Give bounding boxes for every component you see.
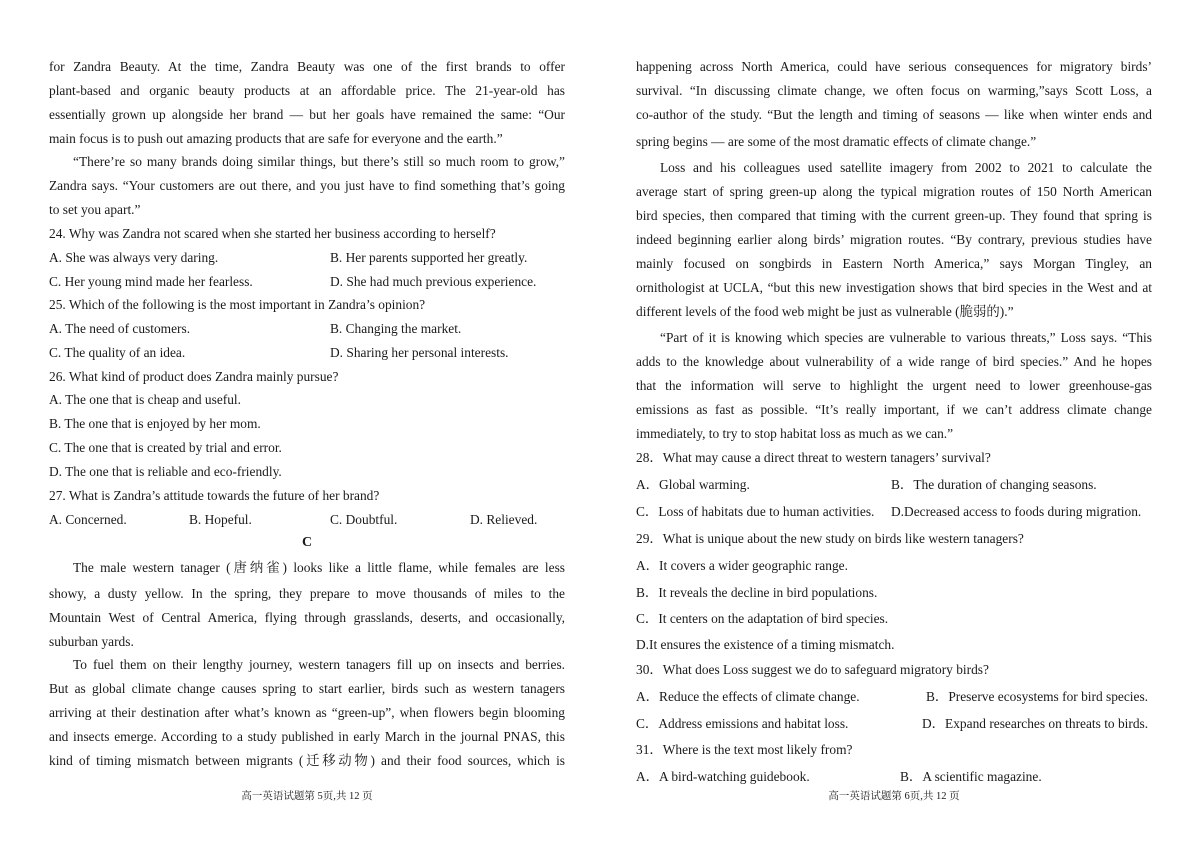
passage-c-line: The male western tanager (唐纳雀) looks like a little flame, while females are less [73,560,565,575]
page-footer: 高一英语试题第 6页,共 12 页 [828,791,960,802]
q26-option-b: B. The one that is enjoyed by her mom. [49,416,261,431]
passage-c-line: average start of spring green-up along the typical migration routes of 150 North American [636,184,1152,199]
q29-option-d: D.It ensures the existence of a timing mismatch. [636,637,895,652]
page-footer: 高一英语试题第 5页,共 12 页 [241,791,373,802]
passage-c-line: showy, a dusty yellow. In the spring, they prepare to move thousands of miles to the [49,586,565,601]
passage-c-line: kind of timing mismatch between migrants (迁移动物) and their food sources, which is [49,753,565,768]
passage-c-line: To fuel them on their lengthy journey, western tanagers fill up on insects and berries. [73,657,565,672]
q26-option-a: A. The one that is cheap and useful. [49,392,241,407]
section-c-heading: C [301,535,313,550]
question-27-stem: 27. What is Zandra’s attitude towards the future of her brand? [49,488,380,503]
q27-option-b: B. Hopeful. [189,512,252,527]
question-24-stem: 24. Why was Zandra not scared when she started her business according to herself? [49,226,496,241]
question-28-stem: 28．What may cause a direct threat to western tanagers’ survival? [636,450,991,465]
q27-option-c: C. Doubtful. [330,512,398,527]
q28-option-a: A．Global warming. [636,477,750,492]
q25-option-a: A. The need of customers. [49,321,191,336]
q30-option-a: A．Reduce the effects of climate change. [636,689,860,704]
left-page [49,0,565,847]
passage-b-line: main focus is to push out amazing products that are safe for everyone and the earth.” [49,131,503,146]
passage-b-line: to set you apart.” [49,202,141,217]
q24-option-b: B. Her parents supported her greatly. [330,250,528,265]
right-page [636,0,1152,847]
passage-b-line: Zandra says. “Your customers are out there, and you just have to find something that’s going [49,178,565,193]
passage-b-line: plant-based and organic beauty products at an affordable price. The 21-year-old has [49,83,565,98]
q28-option-c: C．Loss of habitats due to human activities. [636,504,875,519]
q29-option-c: C．It centers on the adaptation of bird species. [636,611,889,626]
passage-c-line: suburban yards. [49,634,134,649]
q30-option-d: D．Expand researches on threats to birds. [922,716,1149,731]
question-29-stem: 29．What is unique about the new study on birds like western tanagers? [636,531,1024,546]
q30-option-c: C．Address emissions and habitat loss. [636,716,849,731]
q27-option-d: D. Relieved. [470,512,538,527]
passage-c-line: Loss and his colleagues used satellite imagery from 2002 to 2021 to calculate the [660,160,1152,175]
q26-option-d: D. The one that is reliable and eco-friendly. [49,464,282,479]
q28-option-d: D.Decreased access to foods during migration. [891,504,1142,519]
q29-option-a: A．It covers a wider geographic range. [636,558,848,573]
passage-c-line: adds to the knowledge about vulnerability of a wide range of bird species.” And he hopes [636,354,1152,369]
passage-c-line: bird species, then compared that timing with the current green-up. They found that spring is [636,208,1152,223]
passage-c-line: ornithologist at UCLA, “but this new investigation shows that bird species in the West and at [636,280,1152,295]
passage-c-line: that the information will serve to highlight the urgent need to lower greenhouse-gas [636,378,1152,393]
q25-option-b: B. Changing the market. [330,321,462,336]
q26-option-c: C. The one that is created by trial and error. [49,440,282,455]
passage-c-line: But as global climate change causes spring to start earlier, birds such as western tanagers [49,681,565,696]
q24-option-a: A. She was always very daring. [49,250,219,265]
passage-c-line: spring begins — are some of the most dramatic effects of climate change.” [636,134,1037,149]
question-30-stem: 30．What does Loss suggest we do to safeguard migratory birds? [636,662,989,677]
question-26-stem: 26. What kind of product does Zandra mainly pursue? [49,369,339,384]
passage-c-line: indeed beginning earlier along birds’ migration routes. “By contrary, previous studies have [636,232,1152,247]
passage-b-line: “There’re so many brands doing similar things, but there’s still so much room to grow,” [73,154,565,169]
passage-c-line: immediately, to try to stop habitat loss as much as we can.” [636,426,954,441]
passage-b-line: essentially grown up alongside her brand — but her goals have remained the same: “Our [49,107,565,122]
passage-c-line: happening across North America, could have serious consequences for migratory birds’ [636,59,1152,74]
passage-c-line: “Part of it is knowing which species are vulnerable to various threats,” Loss says. “This [660,330,1152,345]
q29-option-b: B．It reveals the decline in bird populations. [636,585,878,600]
q30-option-b: B．Preserve ecosystems for bird species. [926,689,1149,704]
q24-option-c: C. Her young mind made her fearless. [49,274,253,289]
question-25-stem: 25. Which of the following is the most important in Zandra’s opinion? [49,297,426,312]
passage-b-line: for Zandra Beauty. At the time, Zandra Beauty was one of the first brands to offer [49,59,565,74]
passage-c-line: emissions as fast as possible. “It’s really important, if we can’t address climate change [636,402,1152,417]
passage-c-line: and insects emerge. According to a study published in early March in the journal PNAS, this [49,729,565,744]
q27-option-a: A. Concerned. [49,512,127,527]
q31-option-a: A．A bird-watching guidebook. [636,769,810,784]
q25-option-d: D. Sharing her personal interests. [330,345,509,360]
q24-option-d: D. She had much previous experience. [330,274,537,289]
passage-c-line: co-author of the study. “But the length and timing of seasons — like when winter ends and [636,107,1152,122]
passage-c-line: different levels of the food web might be just as vulnerable (脆弱的).” [636,304,1014,319]
passage-c-line: mainly focused on songbirds in Eastern North America,” says Morgan Tingley, an [636,256,1152,271]
q25-option-c: C. The quality of an idea. [49,345,186,360]
passage-c-line: Mountain West of Central America, flying through grasslands, deserts, and occasionally, [49,610,565,625]
passage-c-line: arriving at their destination after what’s known as “green-up”, when flowers begin blooming [49,705,565,720]
q31-option-b: B．A scientific magazine. [900,769,1042,784]
q28-option-b: B．The duration of changing seasons. [891,477,1097,492]
passage-c-line: survival. “In discussing climate change, we often focus on warming,”says Scott Loss, a [636,83,1152,98]
question-31-stem: 31．Where is the text most likely from? [636,742,853,757]
